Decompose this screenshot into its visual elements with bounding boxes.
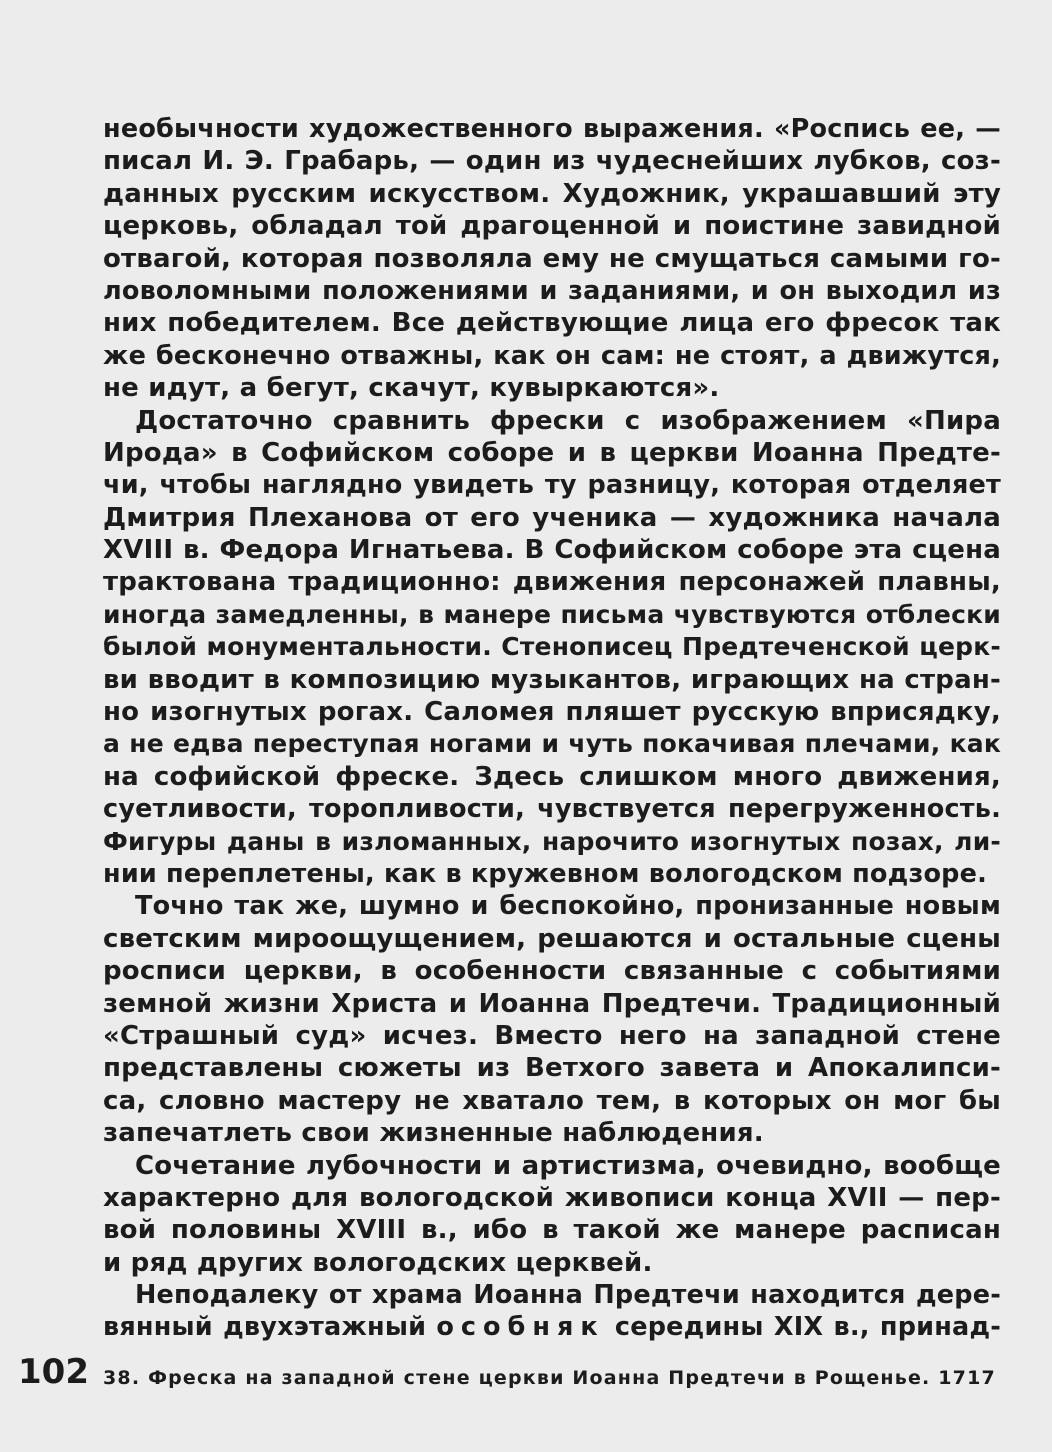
text-line: отвагой, которая позволяла ему не смущаться самыми го- — [103, 243, 1001, 274]
text-line: XVIII в. Федора Игнатьева. В Софийском соборе эта сцена — [103, 535, 1001, 566]
text-line: Достаточно сравнить фрески с изображением «Пира — [135, 405, 1001, 436]
text-line: иногда замедленны, в манере письма чувствуются отблески — [103, 599, 1001, 629]
text-line: же бесконечно отважны, как он сам: не стоят, а движутся, — [103, 340, 1001, 371]
text-line: Ирода» в Софийском соборе и в церкви Иоанна Предте- — [103, 437, 1001, 468]
text-line: характерно для вологодской живописи конца XVII — пер- — [103, 1182, 1001, 1213]
text-line: Дмитрия Плеханова от его ученика — художника начала — [103, 502, 1001, 533]
text-line: ви вводит в композицию музыкантов, играющих на стран- — [103, 664, 1001, 695]
text-line: и ряд других вологодских церквей. — [103, 1247, 653, 1278]
emphasized-word: особняк — [436, 1312, 605, 1343]
text-line: Неподалеку от храма Иоанна Предтечи находится дере- — [135, 1280, 1001, 1311]
text-line: земной жизни Христа и Иоанна Предтечи. Традиционный — [103, 988, 1001, 1019]
text-line: данных русским искусством. Художник, украшавший эту — [103, 178, 1001, 209]
text-line: них победителем. Все действующие лица его фресок так — [103, 308, 1001, 339]
text-line: представлены сюжеты из Ветхого завета и Апокалипси- — [103, 1053, 1001, 1084]
text-line: писал И. Э. Грабарь, — один из чудеснейших лубков, соз- — [103, 146, 1001, 177]
text-line-final — [103, 1311, 1001, 1343]
text-line: трактована традиционно: движения персонажей плавны, — [103, 567, 1001, 598]
text-line: на софийской фреске. Здесь слишком много движения, — [103, 761, 1001, 792]
text-line: а не едва переступая ногами и чуть покачивая плечами, как — [103, 729, 1001, 759]
text-line: Сочетание лубочности и артистизма, очевидно, вообще — [135, 1150, 1001, 1181]
text-line: чи, чтобы наглядно увидеть ту разницу, которая отделяет — [103, 470, 1001, 501]
text-line: но изогнутых рогах. Саломея пляшет русскую вприсядку, — [103, 697, 1001, 728]
text-line-start: вянный двухэтажный — [103, 1312, 427, 1343]
text-line-end: середины XIX в., принад- — [614, 1312, 1002, 1343]
text-line: суетливости, торопливости, чувствуется перегруженность. — [103, 794, 1001, 825]
text-line: Точно так же, шумно и беспокойно, пронизанные новым — [135, 891, 1001, 922]
text-line: вой половины XVIII в., ибо в такой же манере расписан — [103, 1215, 1001, 1246]
text-line: церковь, обладал той драгоценной и поистине завидной — [103, 211, 1001, 242]
text-line: нии переплетены, как в кружевном вологодском подзоре. — [103, 858, 988, 889]
figure-caption: 38. Фреска на западной стене церкви Иоанна Предтечи в Рощенье. 1717 — [103, 1367, 996, 1389]
page-number: 102 — [18, 1352, 89, 1392]
body-text — [103, 113, 1001, 1344]
text-line: росписи церкви, в особенности связанные с событиями — [103, 956, 1001, 987]
text-line: «Страшный суд» исчез. Вместо него на западной стене — [103, 1020, 1001, 1051]
text-line: былой монументальности. Стенописец Предтеченской церк- — [103, 632, 1001, 662]
text-line: Фигуры даны в изломанных, нарочито изогнутых позах, ли- — [103, 826, 1001, 856]
text-line: запечатлеть свои жизненные наблюдения. — [103, 1118, 764, 1149]
text-line: необычности художественного выражения. «Роспись ее, — — [103, 114, 1001, 144]
text-line: са, словно мастеру не хватало тем, в которых он мог бы — [103, 1085, 1001, 1116]
text-line: светским мироощущением, решаются и остальные сцены — [103, 923, 1001, 954]
text-line: не идут, а бегут, скачут, кувыркаются». — [103, 373, 720, 404]
text-line: ловоломными положениями и заданиями, и он выходил из — [103, 275, 1001, 306]
